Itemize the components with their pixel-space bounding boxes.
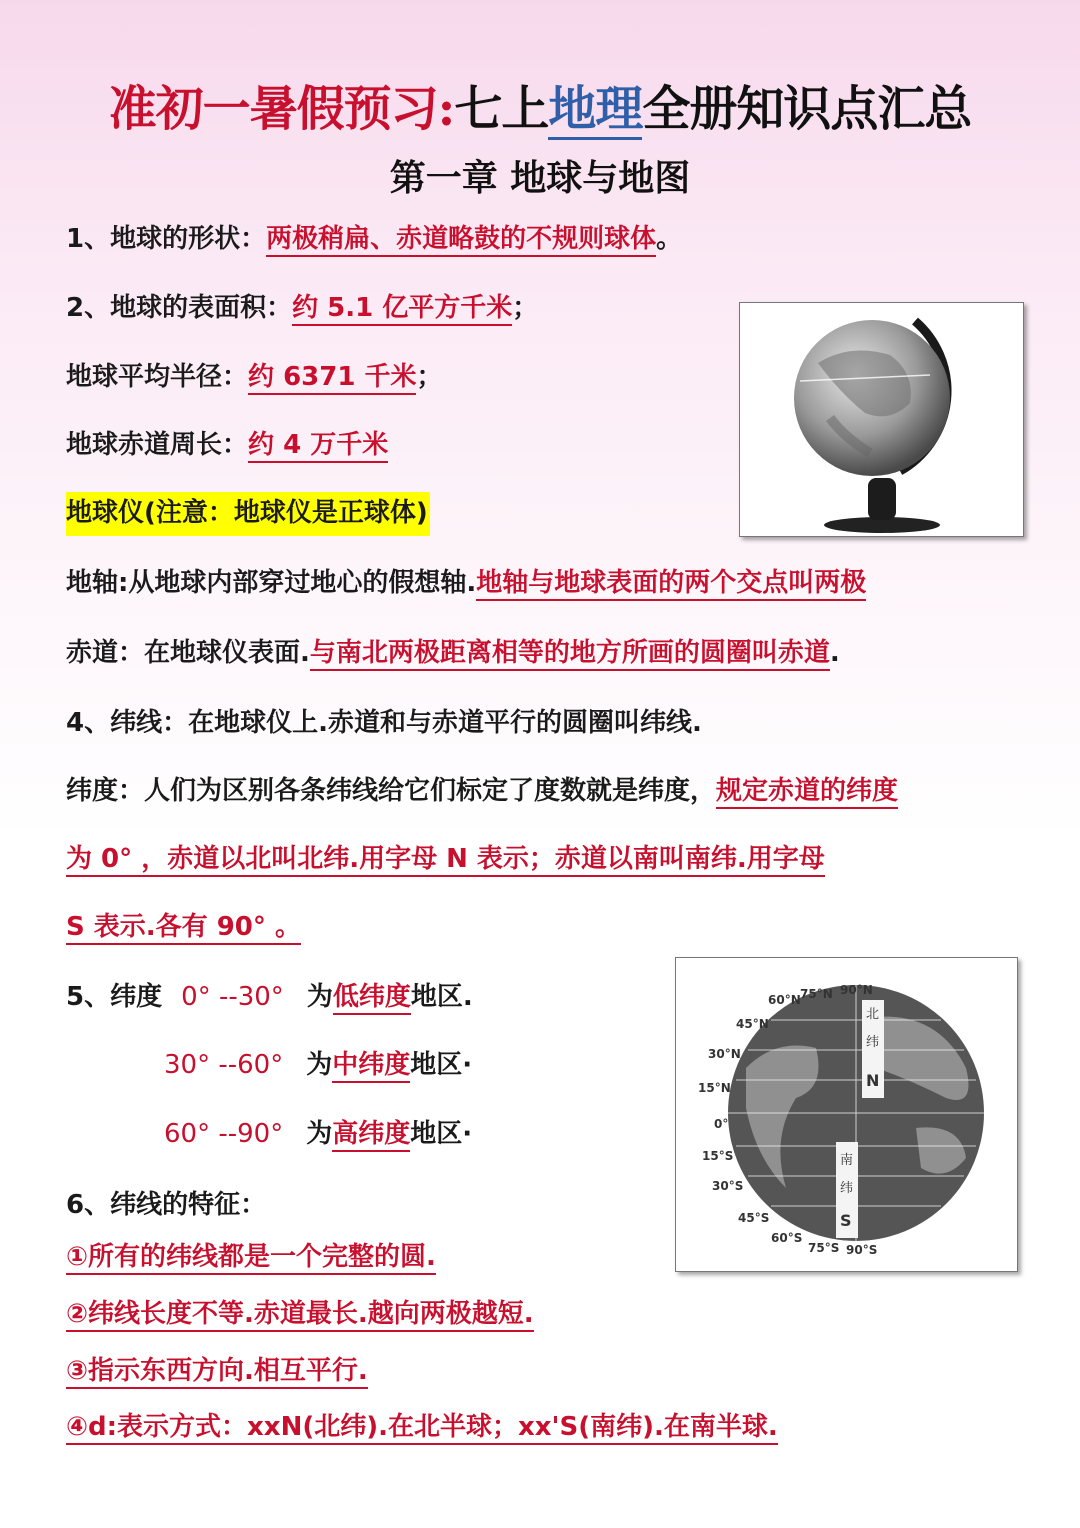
diagram-north-label: 30°N: [708, 1047, 741, 1061]
diagram-south-label: 30°S: [712, 1179, 744, 1193]
chapter-heading: 第一章 地球与地图: [389, 158, 691, 199]
diagram-north-text: 纬: [866, 1035, 880, 1050]
item1-end: 。: [656, 224, 683, 254]
title-part4: 全册知识点汇总: [642, 81, 972, 137]
equator-label: 赤道：在地球仪表面.: [66, 638, 310, 668]
diagram-south-label: 60°S: [771, 1231, 803, 1245]
latitude-line2: [66, 838, 825, 875]
latitude-line1: [66, 770, 898, 807]
title-part3: 地理: [548, 81, 642, 140]
title-part1: 准初一暑假预习:: [108, 81, 455, 137]
diagram-north-label: 60°N: [768, 993, 801, 1007]
latitude-answer3: S 表示.各有 90° 。: [66, 912, 301, 945]
latitude-line3: [66, 906, 301, 943]
diagram-north-label: 75°N: [800, 987, 833, 1001]
lat-pre: 为: [306, 1050, 333, 1080]
circumference-answer: 约 4 万千米: [248, 430, 388, 463]
radius-line: [66, 356, 443, 393]
equator-line: [66, 632, 840, 669]
lat-pre: 为: [306, 982, 333, 1012]
item2-label: 2、地球的表面积：: [66, 293, 293, 323]
latitude-label: 纬度：人们为区别各条纬线给它们标定了度数就是纬度，: [66, 776, 717, 806]
item6-point: ③指示东西方向.相互平行.: [66, 1350, 368, 1387]
lat-range: 60° --90°: [164, 1119, 284, 1149]
circumference-label: 地球赤道周长：: [66, 430, 249, 460]
diagram-south-label: 75°S: [808, 1241, 840, 1255]
diagram-south-text: 纬: [840, 1181, 854, 1196]
diagram-north-label: 90°N: [840, 983, 873, 997]
title-part2: 七上: [454, 81, 549, 137]
axis-line: [66, 562, 866, 599]
item1-line: [66, 218, 682, 255]
item1-answer: 两极稍扁、赤道略鼓的不规则球体: [266, 224, 656, 257]
equator-answer: 与南北两极距离相等的地方所画的圆圈叫赤道: [310, 638, 830, 671]
axis-answer: 地轴与地球表面的两个交点叫两极: [476, 568, 866, 601]
diagram-south-text: S: [840, 1211, 852, 1230]
item2-line: [66, 287, 538, 324]
diagram-south-text: 南: [840, 1153, 854, 1168]
lat-zone: 高纬度: [332, 1119, 410, 1152]
item4-line: 4、纬线：在地球仪上.赤道和与赤道平行的圆圈叫纬线.: [66, 708, 702, 738]
lat-post: 地区·: [410, 1119, 473, 1149]
item5-row1: [66, 976, 473, 1013]
item5-row3: [164, 1113, 472, 1150]
diagram-north-text: N: [866, 1071, 880, 1090]
lat-pre: 为: [306, 1119, 333, 1149]
lat-post: 地区·: [410, 1050, 473, 1080]
diagram-north-text: 北: [866, 1007, 880, 1022]
latitude-diagram: [675, 957, 1018, 1272]
globe-note-line: [66, 492, 430, 529]
item6-point: ②纬线长度不等.赤道最长.越向两极越短.: [66, 1293, 534, 1330]
lat-range: 0° --30°: [181, 982, 284, 1012]
radius-answer: 约 6371 千米: [248, 362, 416, 395]
globe-icon: [740, 303, 1023, 536]
circumference-line: [66, 424, 388, 461]
lat-range: 30° --60°: [164, 1050, 284, 1080]
equator-end: .: [829, 638, 840, 668]
latitude-globe-icon: [676, 958, 1017, 1271]
lat-post: 地区.: [410, 982, 473, 1012]
lat-zone: 低纬度: [333, 982, 411, 1015]
globe-image: [739, 302, 1024, 537]
axis-label: 地轴:从地球内部穿过地心的假想轴.: [66, 568, 477, 598]
globe-note: 地球仪(注意：地球仪是正球体): [66, 492, 430, 536]
diagram-north-label: 0°: [714, 1117, 729, 1131]
diagram-north-label: 15°N: [698, 1081, 731, 1095]
diagram-south-label: 90°S: [846, 1243, 878, 1257]
item6-label: 6、纬线的特征：: [66, 1190, 267, 1220]
item1-label: 1、地球的形状：: [66, 224, 267, 254]
item5-label: 5、纬度: [66, 982, 163, 1012]
latitude-answer1: 规定赤道的纬度: [716, 776, 898, 809]
latitude-answer2: 为 0° ，赤道以北叫北纬.用字母 N 表示；赤道以南叫南纬.用字母: [66, 844, 825, 877]
item2-end: ；: [512, 293, 539, 323]
item5-row2: [164, 1044, 472, 1081]
diagram-south-label: 45°S: [738, 1211, 770, 1225]
item6-point: ④d:表示方式：xxN(北纬).在北半球；xx'S(南纬).在南半球.: [66, 1406, 778, 1443]
item2-answer: 约 5.1 亿平方千米: [292, 293, 512, 326]
page-title: [0, 70, 1080, 139]
diagram-north-label: 45°N: [736, 1017, 769, 1031]
lat-zone: 中纬度: [332, 1050, 410, 1083]
diagram-south-label: 15°S: [702, 1149, 734, 1163]
item6-point: ①所有的纬线都是一个完整的圆.: [66, 1236, 436, 1273]
radius-label: 地球平均半径：: [66, 362, 249, 392]
radius-end: ；: [416, 362, 443, 392]
